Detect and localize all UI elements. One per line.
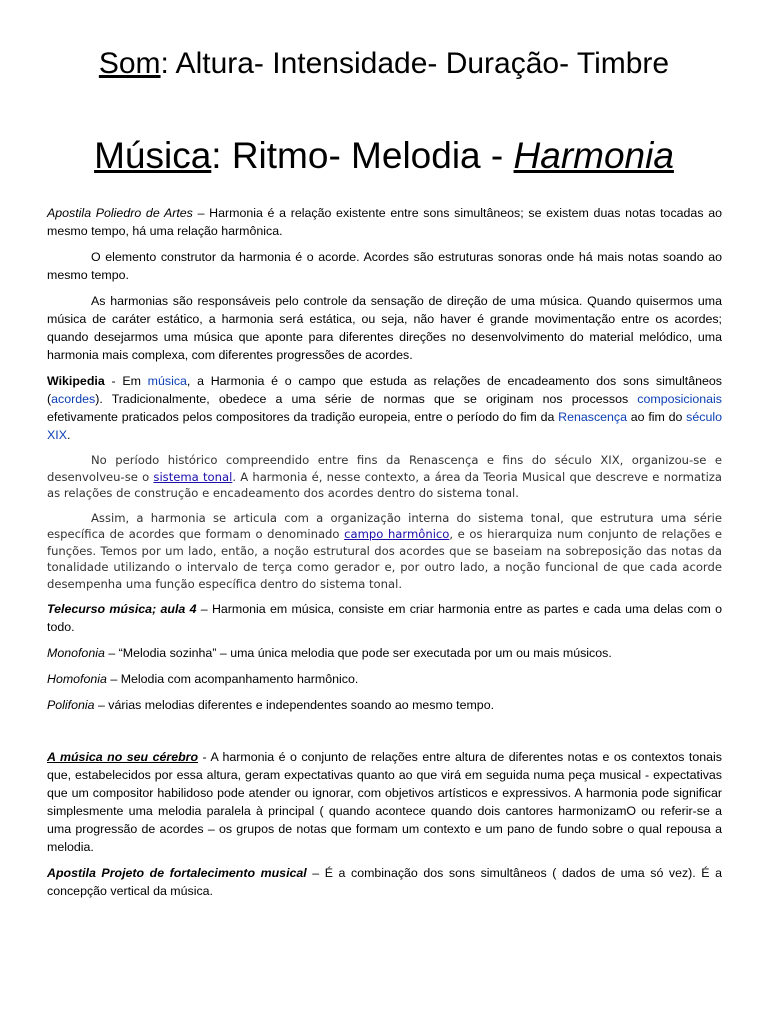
paragraph-direcao: As harmonias são responsáveis pelo controle da sensação de direção de uma música. Quando quisermos uma música de caráter estático, a harmonia será estática, ou seja, não haver é grande movimentação entre os acordes; quando desejarmos uma música que aponte para diferentes direções no desenvolvimento do material melódico, uma harmonia mais complexa, com diferentes progressões de acordes.	[47, 294, 722, 362]
paragraph-monofonia	[47, 644, 722, 662]
link-acordes[interactable]: acordes	[51, 392, 96, 406]
paragraph-poliedro	[47, 204, 722, 240]
paragraph-homofonia	[47, 670, 722, 688]
paragraph-text: ao fim do	[627, 410, 687, 424]
source-label: Telecurso música; aula 4	[47, 602, 197, 616]
source-label: Wikipedia	[47, 374, 105, 388]
paragraph-text: – “Melodia sozinha” – uma única melodia que pode ser executada por um ou mais músicos.	[104, 646, 612, 660]
paragraph-acorde: O elemento construtor da harmonia é o acorde. Acordes são estruturas sonoras onde há mais notas soando ao mesmo tempo.	[47, 250, 722, 282]
link-composicionais[interactable]: composicionais	[637, 392, 722, 406]
link-musica[interactable]: música	[147, 374, 187, 388]
paragraph-text: – Harmonia é a relação existente entre sons simultâneos; se existem duas notas tocadas ao mesmo tempo, há uma relação harmônica.	[47, 206, 722, 238]
term-label: Monofonia	[47, 646, 105, 660]
heading-musica-highlight: Harmonia	[513, 135, 674, 176]
source-label: Apostila Projeto de fortalecimento musical	[47, 866, 307, 880]
paragraph-polifonia	[47, 696, 722, 714]
paragraph-text: . A harmonia é, nesse contexto, a área da Teoria Musical que descreve e normatiza as relações de construção e encadeamento dos acordes dentro do sistema tonal.	[47, 469, 722, 500]
paragraph-text: – Harmonia em música, consiste em criar harmonia entre as partes e cada uma delas com o todo.	[47, 602, 722, 634]
link-seculo-xix[interactable]: século XIX	[47, 410, 722, 442]
term-label: Polifonia	[47, 698, 95, 712]
paragraph-text: Assim, a harmonia se articula com a organização interna do sistema tonal, que estrutura uma série específica de acordes que formam o denominado	[47, 510, 722, 541]
heading-som-rest: : Altura- Intensidade- Duração- Timbre	[160, 47, 670, 80]
source-label: Apostila Poliedro de Artes	[47, 206, 193, 220]
paragraph-text: efetivamente praticados pelos compositores da tradição europeia, entre o período do fim da	[47, 410, 559, 424]
link-campo-harmonico[interactable]: campo harmônico	[344, 527, 450, 541]
paragraph-text: .	[66, 428, 71, 442]
heading-som	[0, 44, 768, 84]
paragraph-text: – Melodia com acompanhamento harmônico.	[106, 672, 359, 686]
heading-som-term: Som	[98, 47, 161, 80]
paragraph-text: ). Tradicionalmente, obedece a uma série de normas que se originam nos processos	[95, 392, 638, 406]
paragraph-projeto-fortalecimento	[47, 864, 722, 900]
paragraph-text: No período histórico compreendido entre fins da Renascença e fins do século XIX, organizou-se e desenvolveu-se o	[47, 453, 722, 484]
paragraph-text: - Em	[104, 374, 148, 388]
link-sistema-tonal[interactable]: sistema tonal	[153, 469, 233, 484]
heading-musica	[0, 132, 768, 180]
paragraph-text: – várias melodias diferentes e independentes soando ao mesmo tempo.	[94, 698, 495, 712]
source-label: A música no seu cérebro	[47, 750, 199, 764]
document-body	[47, 204, 722, 908]
paragraph-musica-cerebro	[47, 748, 722, 856]
paragraph-campo-harmonico	[47, 510, 722, 593]
paragraph-wikipedia	[47, 372, 722, 444]
heading-musica-rest: : Ritmo- Melodia -	[211, 135, 514, 176]
paragraph-sistema-tonal	[47, 452, 722, 502]
paragraph-text: , a Harmonia é o campo que estuda as relações de encadeamento dos sons simultâneos (	[47, 374, 722, 406]
term-label: Homofonia	[47, 672, 107, 686]
paragraph-text: , e os hierarquiza num conjunto de relações e funções. Temos por um lado, então, a noção estrutural dos acordes que se baseiam na sobreposição das notas da tonalidade utilizando o intervalo de terça como gerador e, por outro lado, a noção funcional de que cada acorde desempenha uma função específica dentro do sistema tonal.	[47, 527, 722, 591]
heading-musica-term: Música	[94, 135, 212, 176]
paragraph-text: - A harmonia é o conjunto de relações entre altura de diferentes notas e os contextos tonais que, estabelecidos por essa altura, geram expectativas quanto ao que virá em seguida numa peça musical - expectativas que um compositor habilidoso pode atender ou ignorar, com objetivos artísticos e expressivos. A harmonia pode significar simplesmente uma melodia paralela à principal ( quando acontece quando dois cantores harmonizamO ou referir-se a uma progressão de acordes – os grupos de notas que formam um contexto e um pano de fundo sobre o qual repousa a melodia.	[47, 750, 722, 854]
paragraph-telecurso	[47, 600, 722, 636]
paragraph-text: – É a combinação dos sons simultâneos ( dados de uma só vez). É a concepção vertical da música.	[47, 866, 722, 898]
link-renascenca[interactable]: Renascença	[558, 410, 628, 424]
spacer	[47, 722, 722, 748]
